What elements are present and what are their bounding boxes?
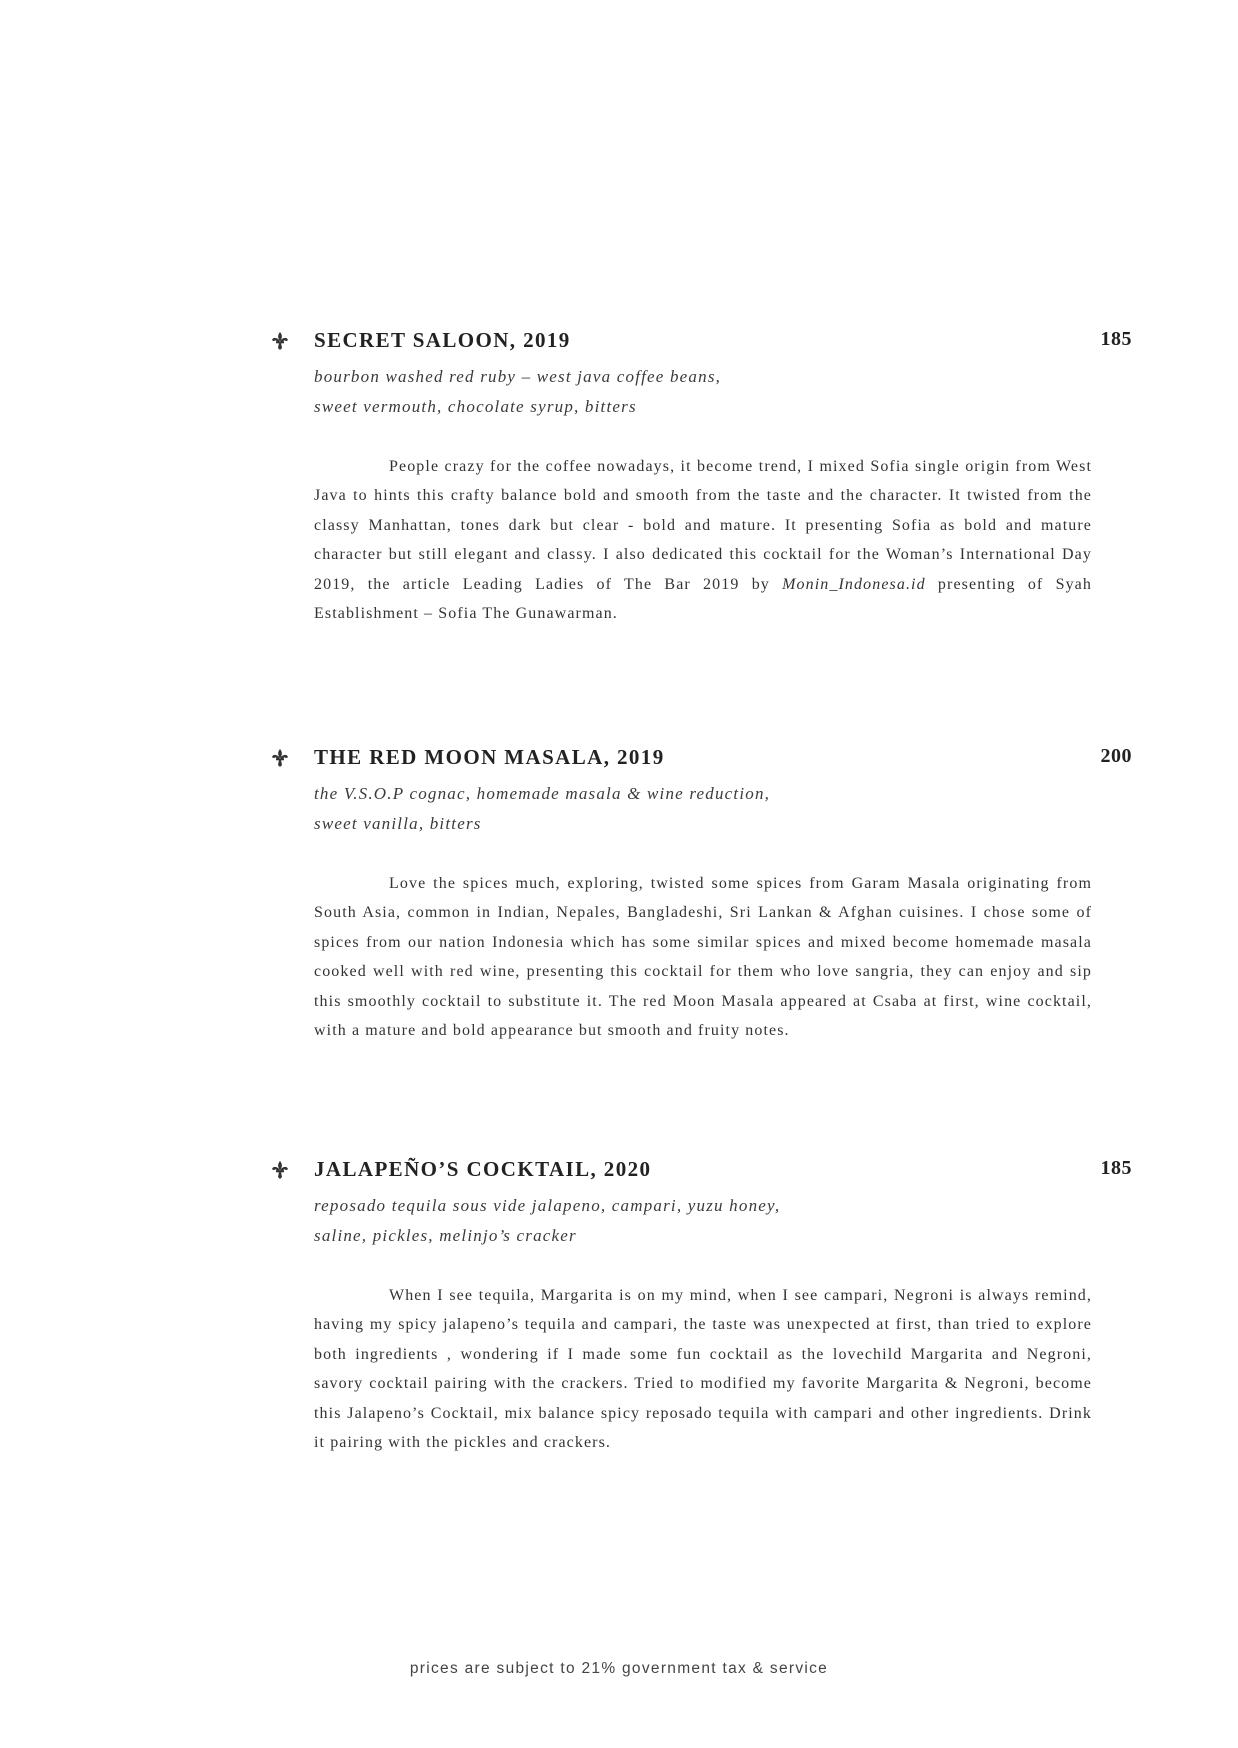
ingredients-line: the V.S.O.P cognac, homemade masala & wine reduction, [314,784,771,803]
menu-item-title: THE RED MOON MASALA, 2019 [314,745,665,769]
menu-item-ingredients [314,1191,1132,1251]
menu-item-description: Love the spices much, exploring, twisted some spices from Garam Masala originating from South Asia, common in Indian, Nepales, Bangladeshi, Sri Lankan & Afghan cuisines. I chose some of spices from our nation Indonesia which has some similar spices and mixed become homemade masala cooked well with red wine, presenting this cocktail for them who love sangria, they can enjoy and sip this smoothly cocktail to substitute it. The red Moon Masala appeared at Csaba at first, wine cocktail, with a mature and bold appearance but smooth and fruity notes. [314,875,1092,1040]
menu-item-secret-saloon [272,328,1132,628]
tax-service-note: prices are subject to 21% government tax & service [409,1660,829,1677]
menu-item-header [272,745,1132,779]
menu-item-ingredients [314,779,1132,839]
menu-item-header [272,1157,1132,1191]
fleur-de-lis-icon [270,331,290,351]
ingredients-line: saline, pickles, melinjo’s cracker [314,1226,577,1245]
fleur-de-lis-icon [270,748,290,768]
ingredients-line: sweet vanilla, bitters [314,814,482,833]
menu-item-price: 200 [1100,745,1132,767]
ingredients-line: bourbon washed red ruby – west java coffee beans, [314,367,722,386]
menu-item-price: 185 [1100,328,1132,350]
menu-item-jalapenos-cocktail [272,1157,1132,1457]
menu-item-ingredients [314,362,1132,422]
menu-item-title: SECRET SALOON, 2019 [314,328,571,352]
menu-item-description: When I see tequila, Margarita is on my mind, when I see campari, Negroni is always remind, having my spicy jalapeno’s tequila and campari, the taste was unexpected at first, than tried to explore both ingredients , wondering if I made some fun cocktail as the lovechild Margarita and Negroni, savory cocktail pairing with the crackers. Tried to modified my favorite Margarita & Negroni, become this Jalapeno’s Cocktail, mix balance spicy reposado tequila with campari and other ingredients. Drink it pairing with the pickles and crackers. [314,1287,1092,1452]
ingredients-line: sweet vermouth, chocolate syrup, bitters [314,397,637,416]
menu-item-title: JALAPEÑO’S COCKTAIL, 2020 [314,1157,652,1181]
menu-item-description [314,452,1092,628]
fleur-de-lis-icon [270,1160,290,1180]
menu-item-red-moon-masala [272,745,1132,1045]
menu-item-header [272,328,1132,362]
instagram-handle: Monin_Indonesa.id [782,575,926,593]
menu-item-price: 185 [1100,1157,1132,1179]
description-text: presenting of Syah Establishment – Sofia The Gunawarman. [314,575,1092,623]
description-text: People crazy for the coffee nowadays, it become trend, I mixed Sofia single origin from West Java to hints this crafty balance bold and smooth from the taste and the character. It twisted from the classy Manhattan, tones dark but clear - bold and mature. It presenting Sofia as bold and mature character but still elegant and classy. I also dedicated this cocktail for the Woman’s International Day 2019, the article Leading Ladies of The Bar 2019 by [314,458,1092,593]
ingredients-line: reposado tequila sous vide jalapeno, campari, yuzu honey, [314,1196,781,1215]
